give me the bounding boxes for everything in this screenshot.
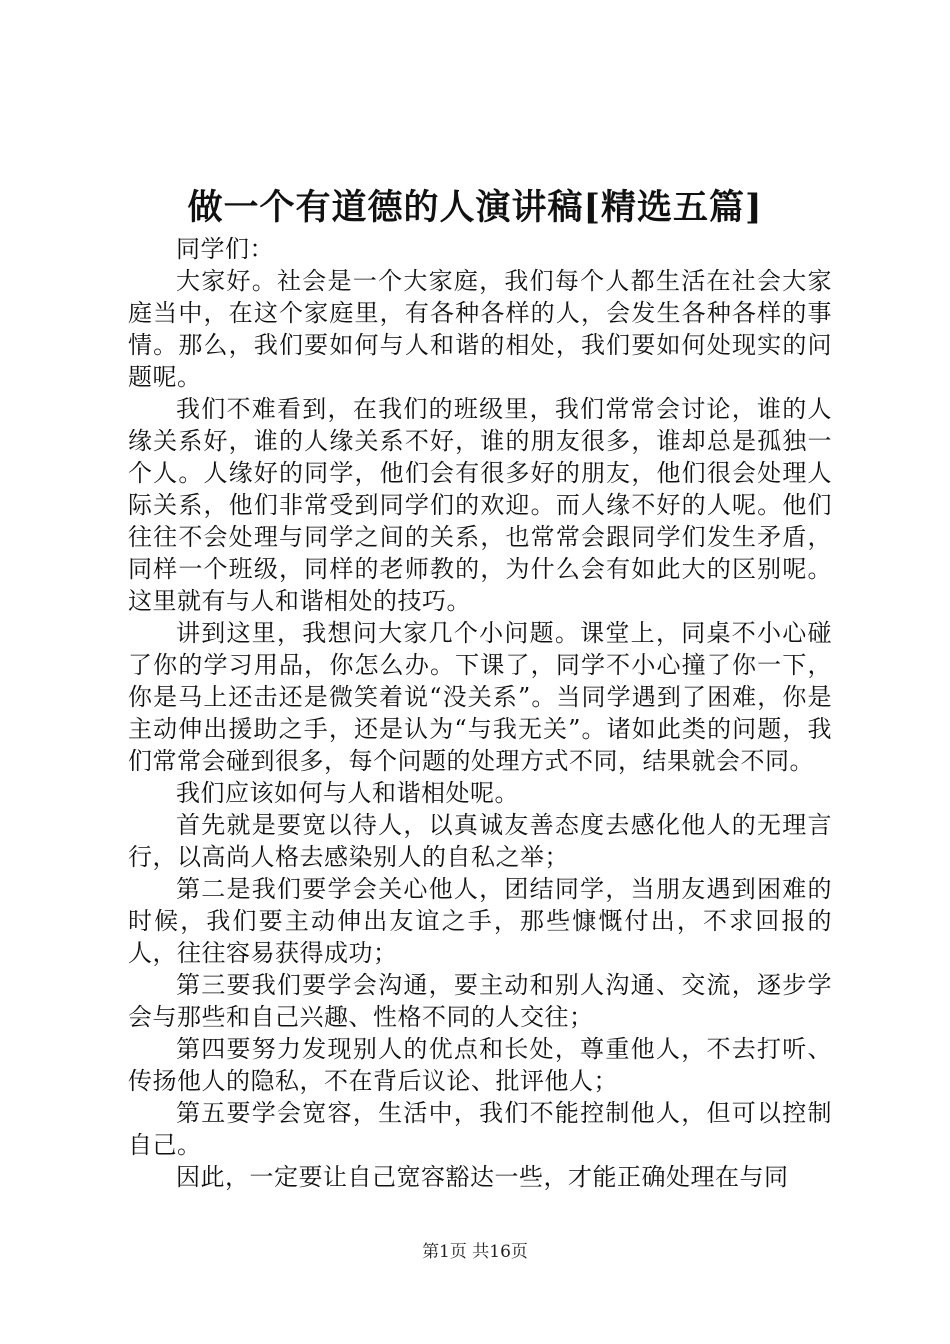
paragraph: 我们不难看到，在我们的班级里，我们常常会讨论，谁的人缘关系好，谁的人缘关系不好，谁的朋友很多，谁却总是孤独一个人。人缘好的同学，他们会有很多好的朋友，他们很会处理人际关系，他们非常受到同学们的欢迎。而人缘不好的人呢。他们往往不会处理与同学之间的关系，也常常会跟同学们发生矛盾，同样一个班级，同样的老师教的，为什么会有如此大的区别呢。这里就有与人和谐相处的技巧。	[128, 395, 832, 615]
paragraph: 第二是我们要学会关心他人，团结同学，当朋友遇到困难的时候，我们要主动伸出友谊之手，那些慷慨付出，不求回报的人，往往容易获得成功；	[128, 875, 832, 967]
paragraph: 因此，一定要让自己宽容豁达一些，才能正确处理在与同	[176, 1163, 789, 1191]
paragraph: 第三要我们要学会沟通，要主动和别人沟通、交流，逐步学会与那些和自己兴趣、性格不同的人交往；	[128, 971, 832, 1031]
paragraph-salutation: 同学们：	[176, 235, 274, 263]
page-number-footer: 第1页 共16页	[422, 1242, 528, 1262]
document-body	[128, 233, 832, 1193]
paragraph: 首先就是要宽以待人，以真诚友善态度去感化他人的无理言行，以高尚人格去感染别人的自私之举；	[128, 811, 832, 871]
paragraph: 第四要努力发现别人的优点和长处，尊重他人，不去打听、传扬他人的隐私，不在背后议论、批评他人；	[128, 1035, 832, 1095]
paragraph: 我们应该如何与人和谐相处呢。	[176, 779, 519, 807]
document-title: 做一个有道德的人演讲稿[精选五篇]	[187, 187, 763, 228]
paragraph: 讲到这里，我想问大家几个小问题。课堂上，同桌不小心碰了你的学习用品，你怎么办。下课了，同学不小心撞了你一下，你是马上还击还是微笑着说“没关系”。当同学遇到了困难，你是主动伸出援助之手，还是认为“与我无关”。诸如此类的问题，我们常常会碰到很多，每个问题的处理方式不同，结果就会不同。	[128, 619, 832, 775]
paragraph: 大家好。社会是一个大家庭，我们每个人都生活在社会大家庭当中，在这个家庭里，有各种各样的人，会发生各种各样的事情。那么，我们要如何与人和谐的相处，我们要如何处现实的问题呢。	[128, 267, 832, 391]
paragraph: 第五要学会宽容，生活中，我们不能控制他人，但可以控制自己。	[128, 1099, 832, 1159]
